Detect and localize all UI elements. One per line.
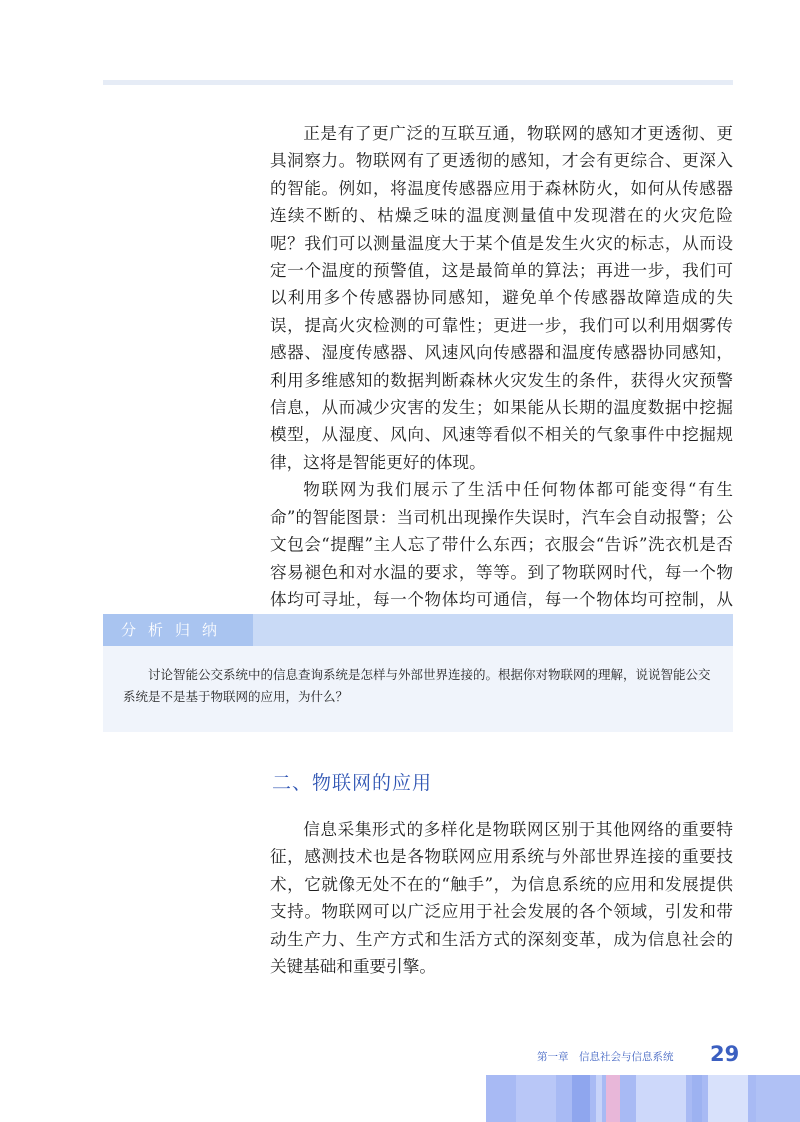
page-number: 29 <box>710 1042 740 1066</box>
paragraph: 信息采集形式的多样化是物联网区别于其他网络的重要特征，感测技术也是各物联网应用系统与外部世界连接的重要技术，它就像无处不在的“触手”，为信息系统的应用和发展提供支持。物联网可以广泛应用于社会发展的各个领域，引发和带动生产力、生产方式和生活方式的深刻变革，成为信息社会的关键基础和重要引擎。 <box>270 820 733 977</box>
analysis-text: 讨论智能公交系统中的信息查询系统是怎样与外部世界连接的。根据你对物联网的理解，说说智能公交系统是不是基于物联网的应用，为什么？ <box>123 667 711 704</box>
footer-decoration <box>486 1075 800 1122</box>
paragraph: 正是有了更广泛的互联互通，物联网的感知才更透彻、更具洞察力。物联网有了更透彻的感知，才会有更综合、更深入的智能。例如，将温度传感器应用于森林防火，如何从传感器连续不断的、枯燥乏味的温度测量值中发现潜在的火灾危险呢？我们可以测量温度大于某个值是发生火灾的标志，从而设定一个温度的预警值，这是最简单的算法；再进一步，我们可以利用多个传感器协同感知，避免单个传感器故障造成的失误，提高火灾检测的可靠性；更进一步，我们可以利用烟雾传感器、湿度传感器、风速风向传感器和温度传感器协同感知，利用多维感知的数据判断森林火灾发生的条件，获得火灾预警信息，从而减少灾害的发生；如果能从长期的温度数据中挖掘模型，从湿度、风向、风速等看似不相关的气象事件中挖掘规律，这将是智能更好的体现。 <box>270 124 733 472</box>
analysis-box <box>103 614 733 732</box>
analysis-header-band <box>103 614 733 646</box>
paragraph: 物联网为我们展示了生活中任何物体都可能变得“有生命”的智能图景：当司机出现操作失误时，汽车会自动报警；公文包会“提醒”主人忘了带什么东西；衣服会“告诉”洗衣机是否容易褪色和对水温的要求，等等。到了物联网时代，每一个物体均可寻址，每一个物体均可通信，每一个物体均可控制，从 <box>270 480 733 609</box>
body-text-top <box>270 120 733 668</box>
section-heading: 二、物联网的应用 <box>272 772 433 794</box>
footer-chapter-title: 第一章 信息社会与信息系统 <box>537 1051 674 1063</box>
analysis-title: 分析归纳 <box>103 614 253 646</box>
top-divider <box>103 80 733 85</box>
body-text-bottom <box>270 816 733 980</box>
